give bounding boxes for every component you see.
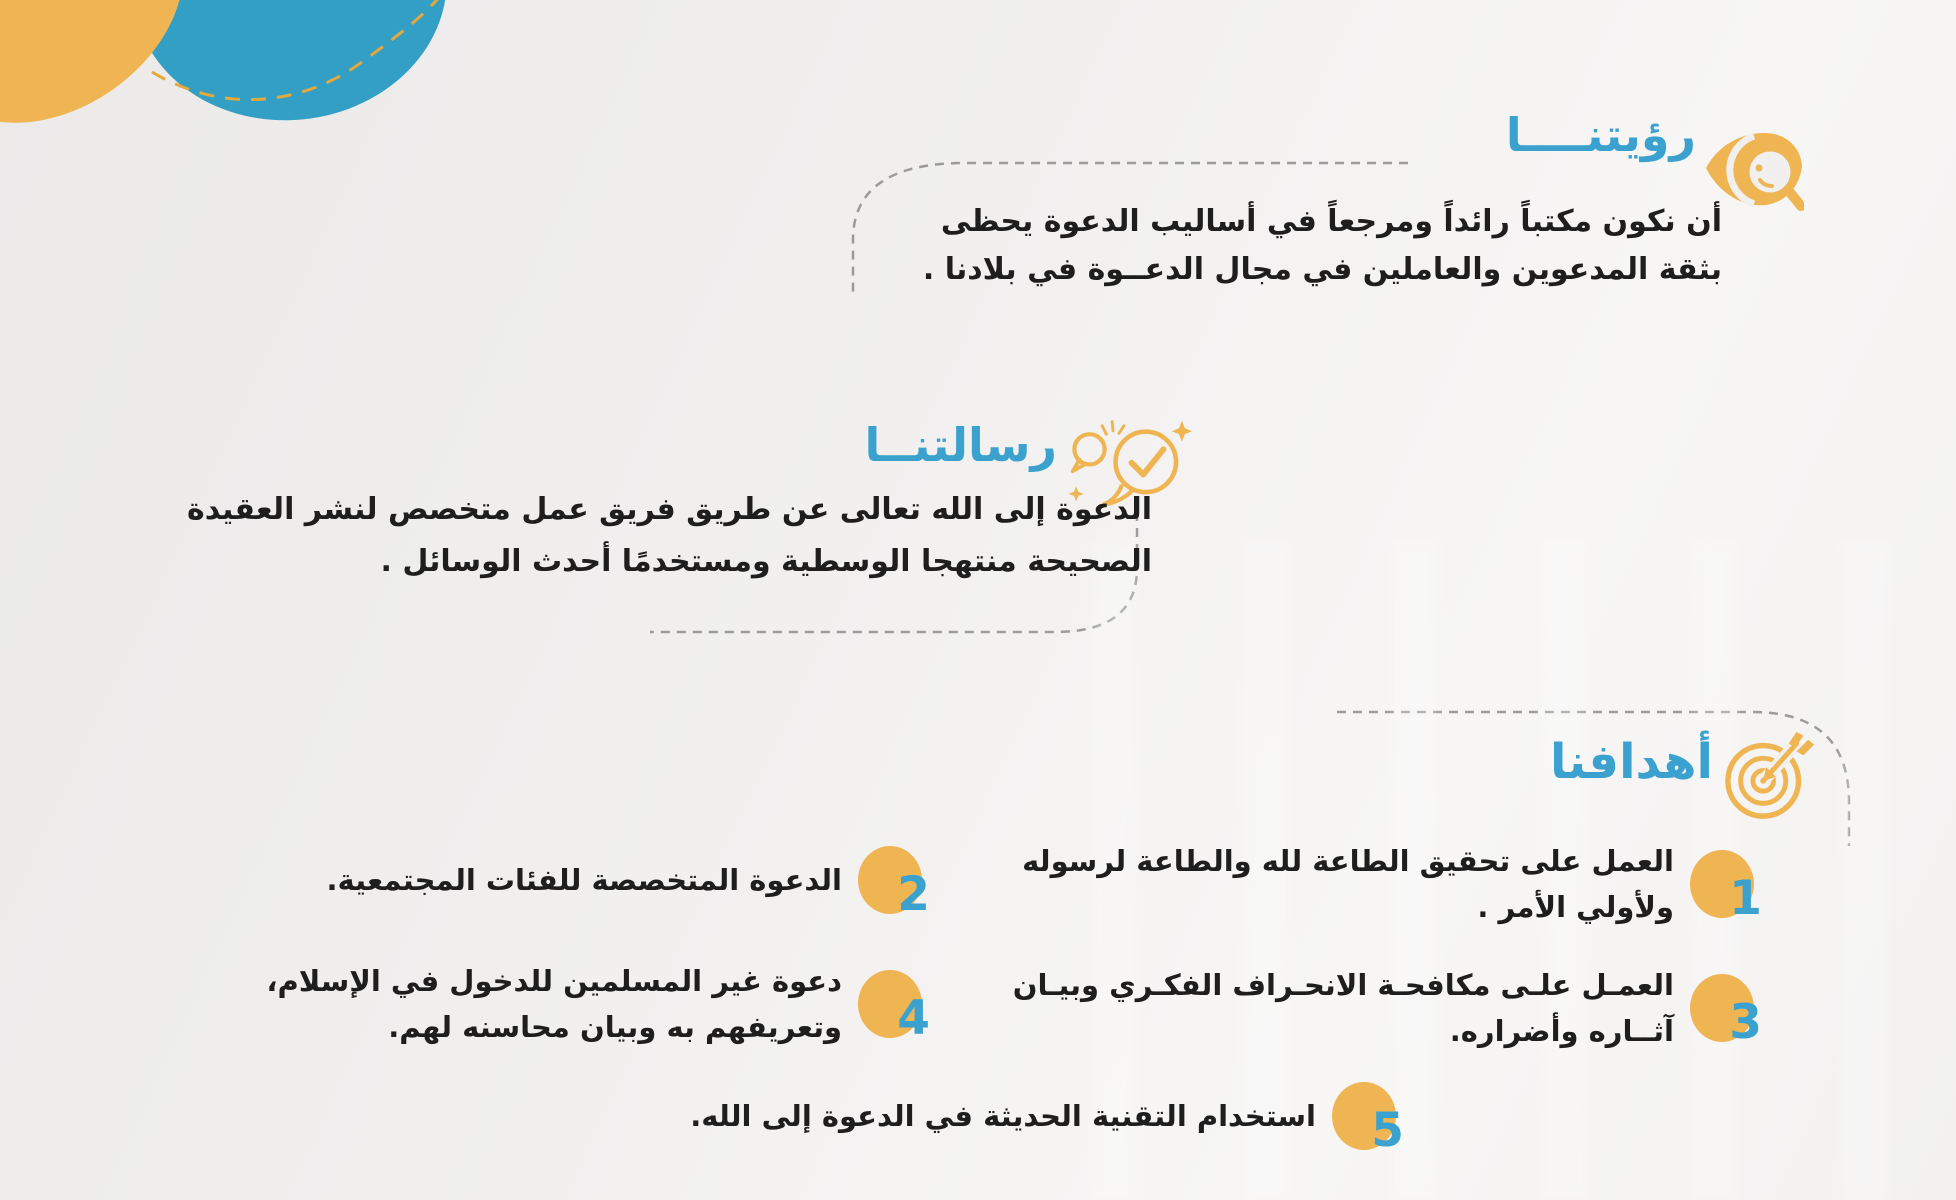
vision-title: رؤيتنــــا — [1505, 108, 1696, 162]
goal-text-5: استخدام التقنية الحديثة في الدعوة إلى الله. — [690, 1099, 1316, 1133]
blue-blob — [120, 0, 461, 136]
goal-number-4: 4 — [897, 991, 930, 1046]
mission-text — [187, 484, 1152, 588]
vision-text-line2: بثقة المدعوين والعاملين في مجال الدعــوة في بلادنا . — [922, 252, 1722, 287]
mission-title: رسالتنــا — [864, 418, 1057, 472]
goal-text-4: دعوة غير المسلمين للدخول في الإسلام، وتعريفهم به وبيان محاسنه لهم. — [266, 964, 842, 1044]
goal-item-2 — [322, 846, 930, 922]
yellow-blob — [0, 0, 227, 170]
goals-title: أهدافنا — [1550, 734, 1713, 790]
goal-item-4 — [142, 958, 930, 1050]
goal-number-3: 3 — [1729, 995, 1762, 1050]
goal-text-1: العمل على تحقيق الطاعة لله والطاعة لرسوله ولأولي الأمر . — [1022, 844, 1674, 924]
blob-dashed-arc — [152, 0, 442, 100]
goal-number-5: 5 — [1371, 1103, 1404, 1158]
target-dart-icon — [1724, 724, 1822, 822]
vision-text-line1: أن نكون مكتباً رائداً ومرجعاً في أساليب الدعوة يحظى — [940, 204, 1722, 239]
mission-text-line1: الدعوة إلى الله تعالى عن طريق فريق عمل متخصص لنشر العقيدة — [187, 492, 1152, 527]
goal-item-3 — [934, 962, 1762, 1054]
goal-number-1: 1 — [1729, 871, 1762, 926]
goal-item-5 — [686, 1082, 1404, 1158]
goal-number-2: 2 — [897, 867, 930, 922]
goal-text-3: العمـل علـى مكافحـة الانحـراف الفكـري وبيـان آثــاره وأضراره. — [1012, 968, 1674, 1048]
goal-badge-4 — [858, 970, 930, 1046]
goal-badge-3 — [1690, 974, 1762, 1050]
mission-text-line2: الصحيحة منتهجا الوسطية ومستخدمًا أحدث الوسائل . — [380, 544, 1152, 579]
vision-text — [923, 198, 1722, 294]
goal-text-2: الدعوة المتخصصة للفئات المجتمعية. — [326, 863, 842, 897]
goal-item-1 — [950, 838, 1762, 930]
goal-badge-5 — [1332, 1082, 1404, 1158]
goal-badge-1 — [1690, 850, 1762, 926]
goal-badge-2 — [858, 846, 930, 922]
